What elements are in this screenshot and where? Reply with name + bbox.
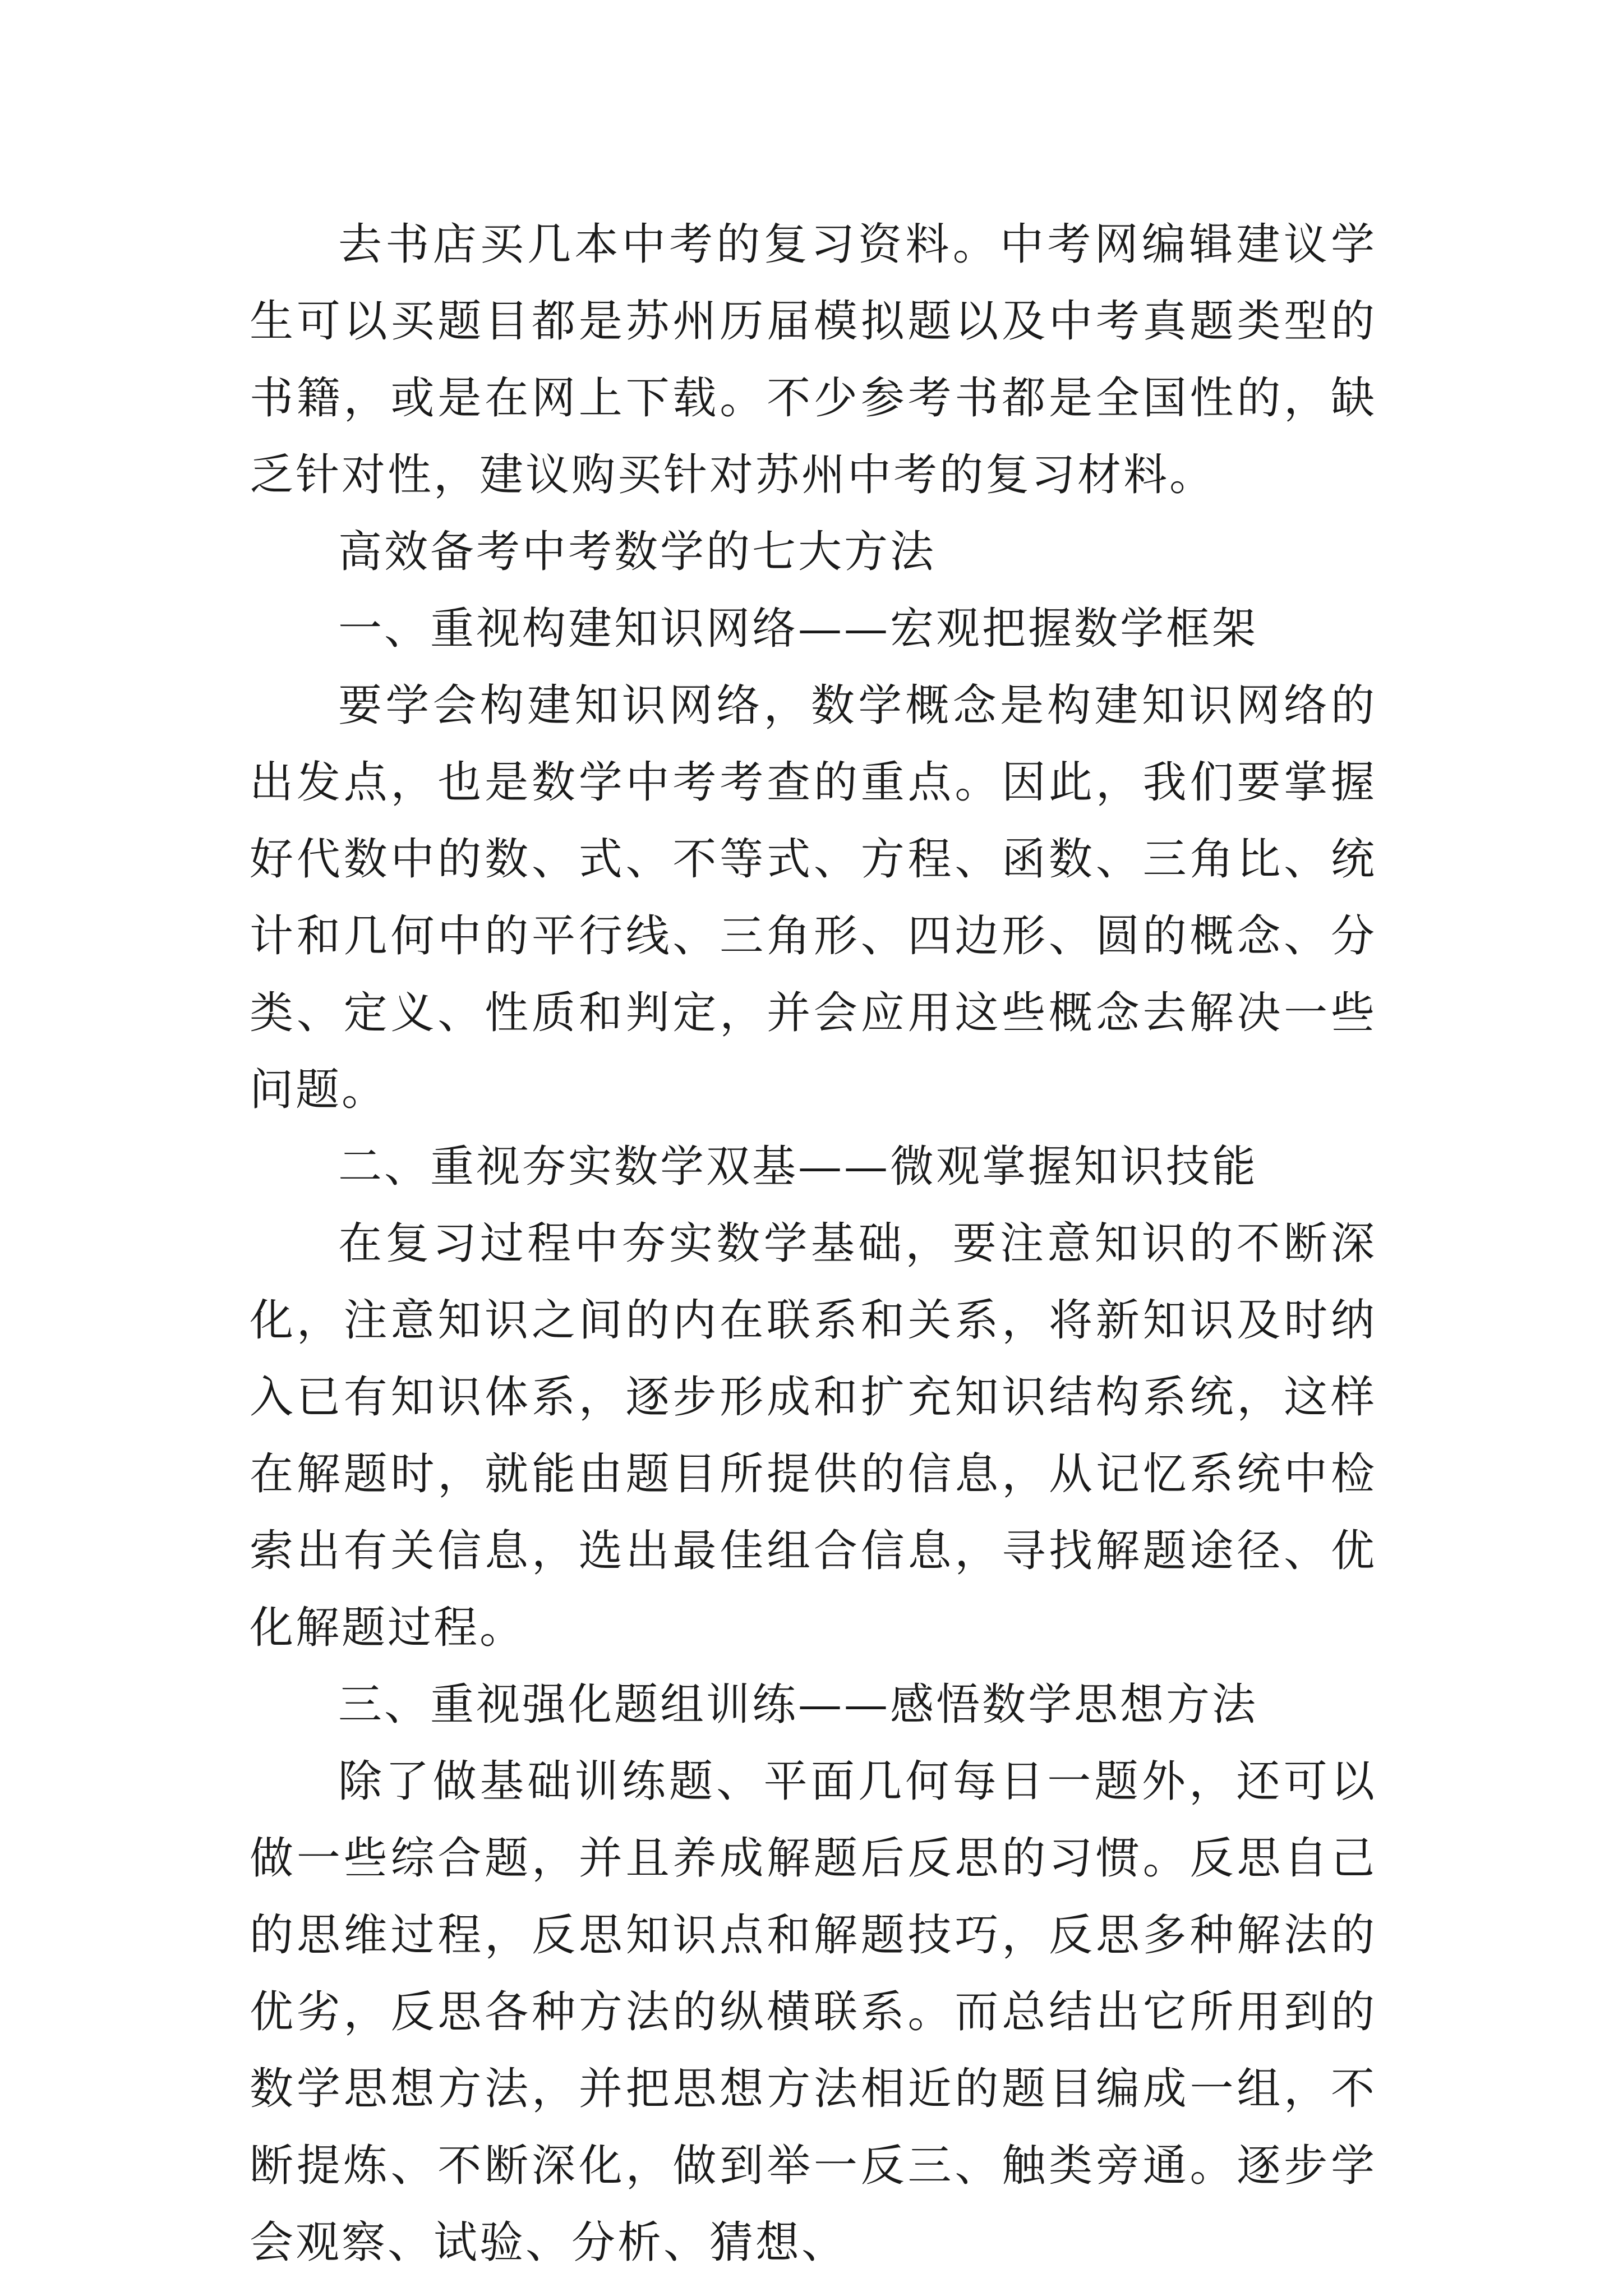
paragraph-section-3: 除了做基础训练题、平面几何每日一题外，还可以做一些综合题，并且养成解题后反思的习惯。反思自己的思维过程，反思知识点和解题技巧，反思多种解法的优劣，反思各种方法的纵横联系。而总结出它所用到的数学思想方法，并把思想方法相近的题目编成一组，不断提炼、不断深化，做到举一反三、触类旁通。逐步学会观察、试验、分析、猜想、 bbox=[250, 1756, 1377, 2268]
heading-section-2: 二、重视夯实数学双基——微观掌握知识技能 bbox=[338, 1142, 1258, 1192]
paragraph-section-1: 要学会构建知识网络，数学概念是构建知识网络的出发点，也是数学中考考查的重点。因此，我们要掌握好代数中的数、式、不等式、方程、函数、三角比、统计和几何中的平行线、三角形、四边形、圆的概念、分类、定义、性质和判定，并会应用这些概念去解决一些问题。 bbox=[250, 680, 1377, 1115]
paragraph-bookstore: 去书店买几本中考的复习资料。中考网编辑建议学生可以买题目都是苏州历届模拟题以及中考真题类型的书籍，或是在网上下载。不少参考书都是全国性的，缺乏针对性，建议购买针对苏州中考的复习材料。 bbox=[250, 219, 1377, 500]
document-body bbox=[250, 206, 1377, 2281]
heading-seven-methods: 高效备考中考数学的七大方法 bbox=[338, 527, 937, 577]
heading-section-1: 一、重视构建知识网络——宏观把握数学框架 bbox=[338, 604, 1258, 654]
heading-section-3: 三、重视强化题组训练——感悟数学思想方法 bbox=[338, 1680, 1258, 1730]
paragraph-section-2: 在复习过程中夯实数学基础，要注意知识的不断深化，注意知识之间的内在联系和关系，将新知识及时纳入已有知识体系，逐步形成和扩充知识结构系统，这样在解题时，就能由题目所提供的信息，从记忆系统中检索出有关信息，选出最佳组合信息，寻找解题途径、优化解题过程。 bbox=[250, 1218, 1377, 1653]
